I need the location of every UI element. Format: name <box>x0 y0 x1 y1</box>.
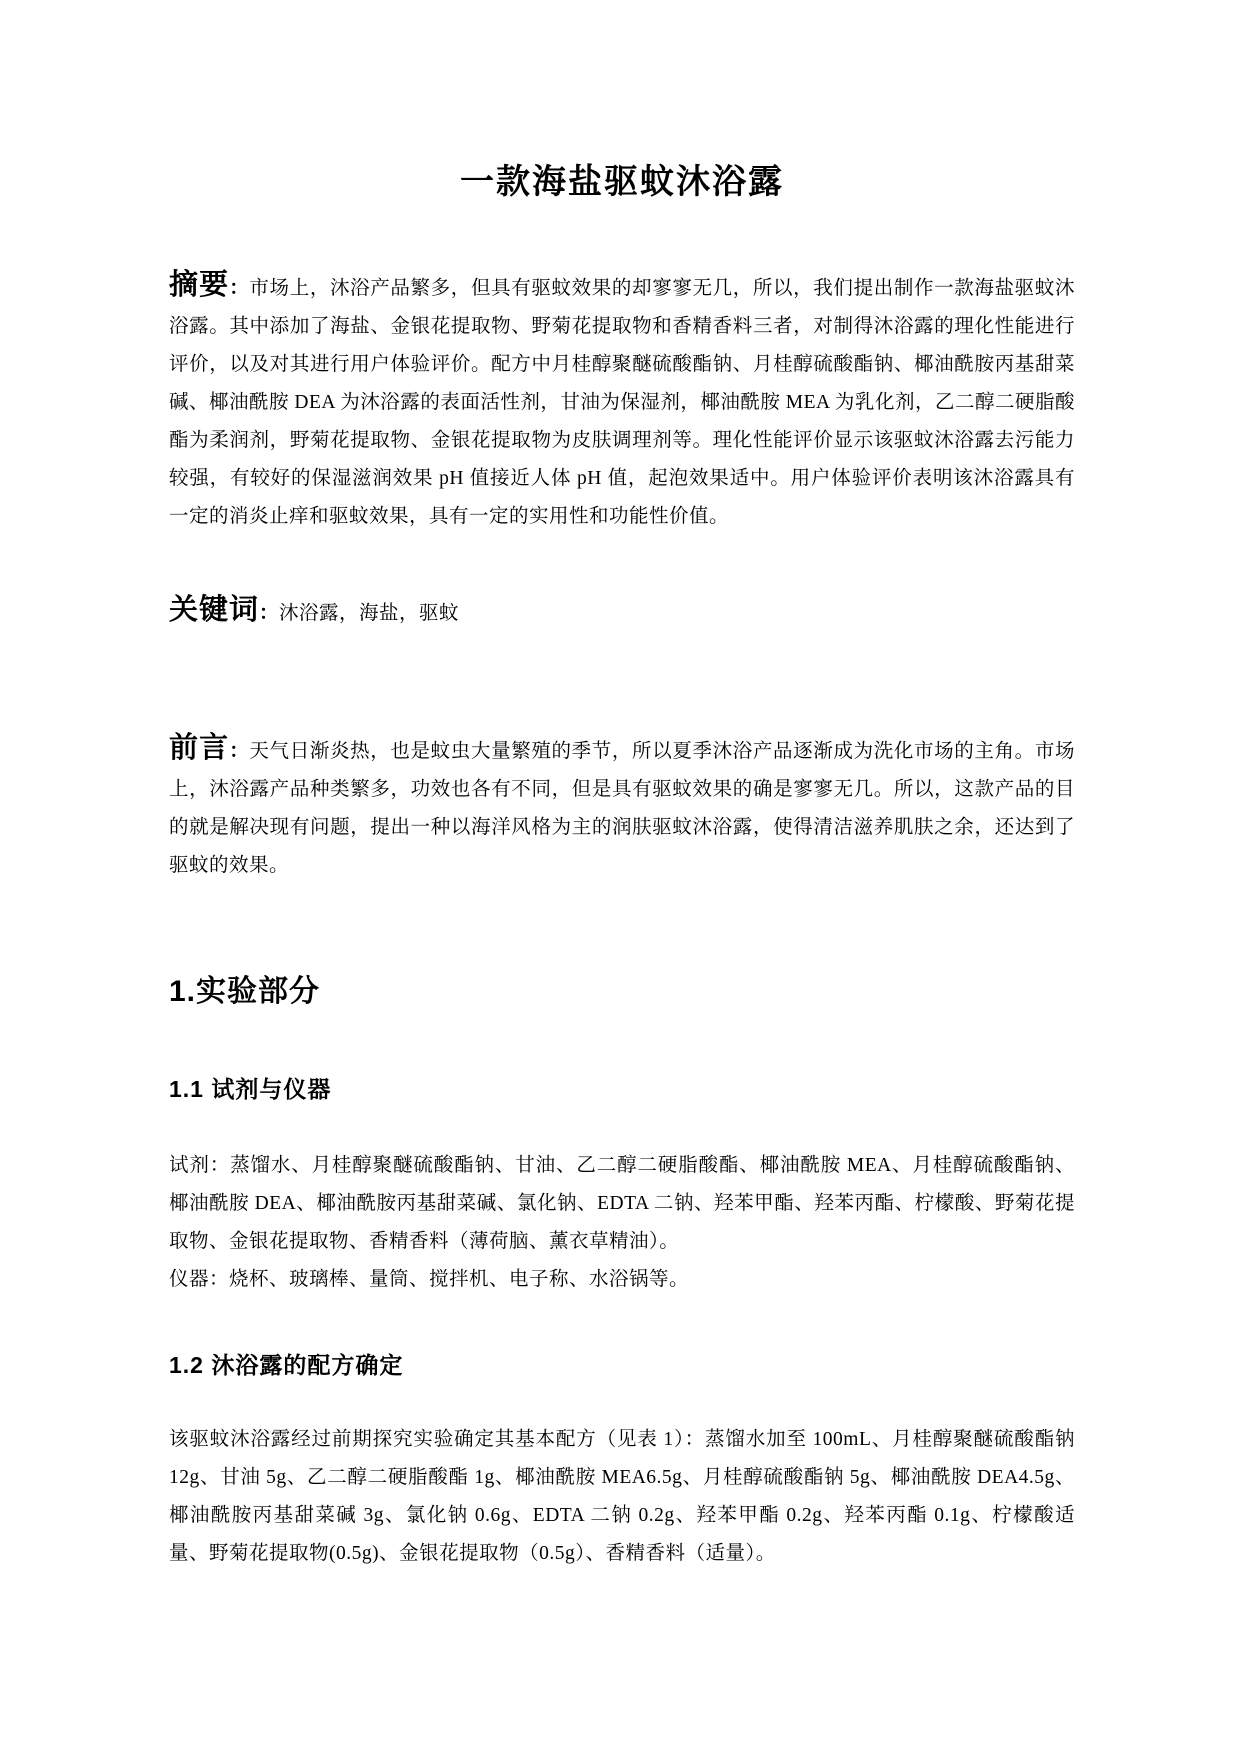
preface-label: 前言 <box>169 732 230 764</box>
instruments-line: 仪器：烧杯、玻璃棒、量筒、搅拌机、电子称、水浴锅等。 <box>169 1269 690 1290</box>
formula-paragraph: 该驱蚊沐浴露经过前期探究实验确定其基本配方（见表 1）：蒸馏水加至 100mL、月桂醇聚醚硫酸酯钠 12g、甘油 5g、乙二醇二硬脂酸酯 1g、椰油酰胺 MEA6.5g、月桂醇硫酸酯钠 5g、椰油酰胺 DEA4.5g、椰油酰胺丙基甜菜碱 3g、氯化钠 0.6g、EDTA 二钠 0.2g、羟苯甲酯 0.2g、羟苯丙酯 0.1g、柠檬酸适量、野菊花提取物(0.5g)、金银花提取物（0.5g）、香精香料（适量）。 <box>169 1429 1075 1564</box>
preface-colon: ： <box>229 741 250 762</box>
keywords-label: 关键词 <box>169 594 260 626</box>
abstract-text: 市场上，沐浴产品繁多，但具有驱蚊效果的却寥寥无几，所以，我们提出制作一款海盐驱蚊沐浴露。其中添加了海盐、金银花提取物、野菊花提取物和香精香料三者，对制得沐浴露的理化性能进行评价，以及对其进行用户体验评价。配方中月桂醇聚醚硫酸酯钠、月桂醇硫酸酯钠、椰油酰胺丙基甜菜碱、椰油酰胺 DEA 为沐浴露的表面活性剂，甘油为保湿剂，椰油酰胺 MEA 为乳化剂，乙二醇二硬脂酸酯为柔润剂，野菊花提取物、金银花提取物为皮肤调理剂等。理化性能评价显示该驱蚊沐浴露去污能力较强，有较好的保湿滋润效果 pH 值接近人体 pH 值，起泡效果适中。用户体验评价表明该沐浴露具有一定的消炎止痒和驱蚊效果，具有一定的实用性和功能性价值。 <box>169 278 1075 527</box>
abstract-paragraph <box>169 266 1075 536</box>
preface-paragraph <box>169 729 1075 885</box>
section-heading-experiment: 1.实验部分 <box>169 975 321 1008</box>
section-heading-reagents: 1.1 试剂与仪器 <box>169 1076 332 1102</box>
document-title: 一款海盐驱蚊沐浴露 <box>460 164 784 201</box>
keywords-text: 沐浴露，海盐，驱蚊 <box>279 603 460 624</box>
section-heading-formula: 1.2 沐浴露的配方确定 <box>169 1352 404 1378</box>
abstract-colon: ： <box>229 278 250 299</box>
reagents-paragraph: 试剂：蒸馏水、月桂醇聚醚硫酸酯钠、甘油、乙二醇二硬脂酸酯、椰油酰胺 MEA、月桂醇硫酸酯钠、椰油酰胺 DEA、椰油酰胺丙基甜菜碱、氯化钠、EDTA 二钠、羟苯甲酯、羟苯丙酯、柠檬酸、野菊花提取物、金银花提取物、香精香料（薄荷脑、薰衣草精油）。 <box>169 1155 1075 1252</box>
preface-text: 天气日渐炎热，也是蚊虫大量繁殖的季节，所以夏季沐浴产品逐渐成为洗化市场的主角。市场上，沐浴露产品种类繁多，功效也各有不同，但是具有驱蚊效果的确是寥寥无几。所以，这款产品的目的就是解决现有问题，提出一种以海洋风格为主的润肤驱蚊沐浴露，使得清洁滋养肌肤之余，还达到了驱蚊的效果。 <box>169 741 1075 876</box>
keywords-paragraph <box>169 591 1075 633</box>
abstract-label: 摘要 <box>169 269 230 301</box>
keywords-colon: ： <box>259 603 280 624</box>
reagents-block <box>169 1147 1075 1299</box>
